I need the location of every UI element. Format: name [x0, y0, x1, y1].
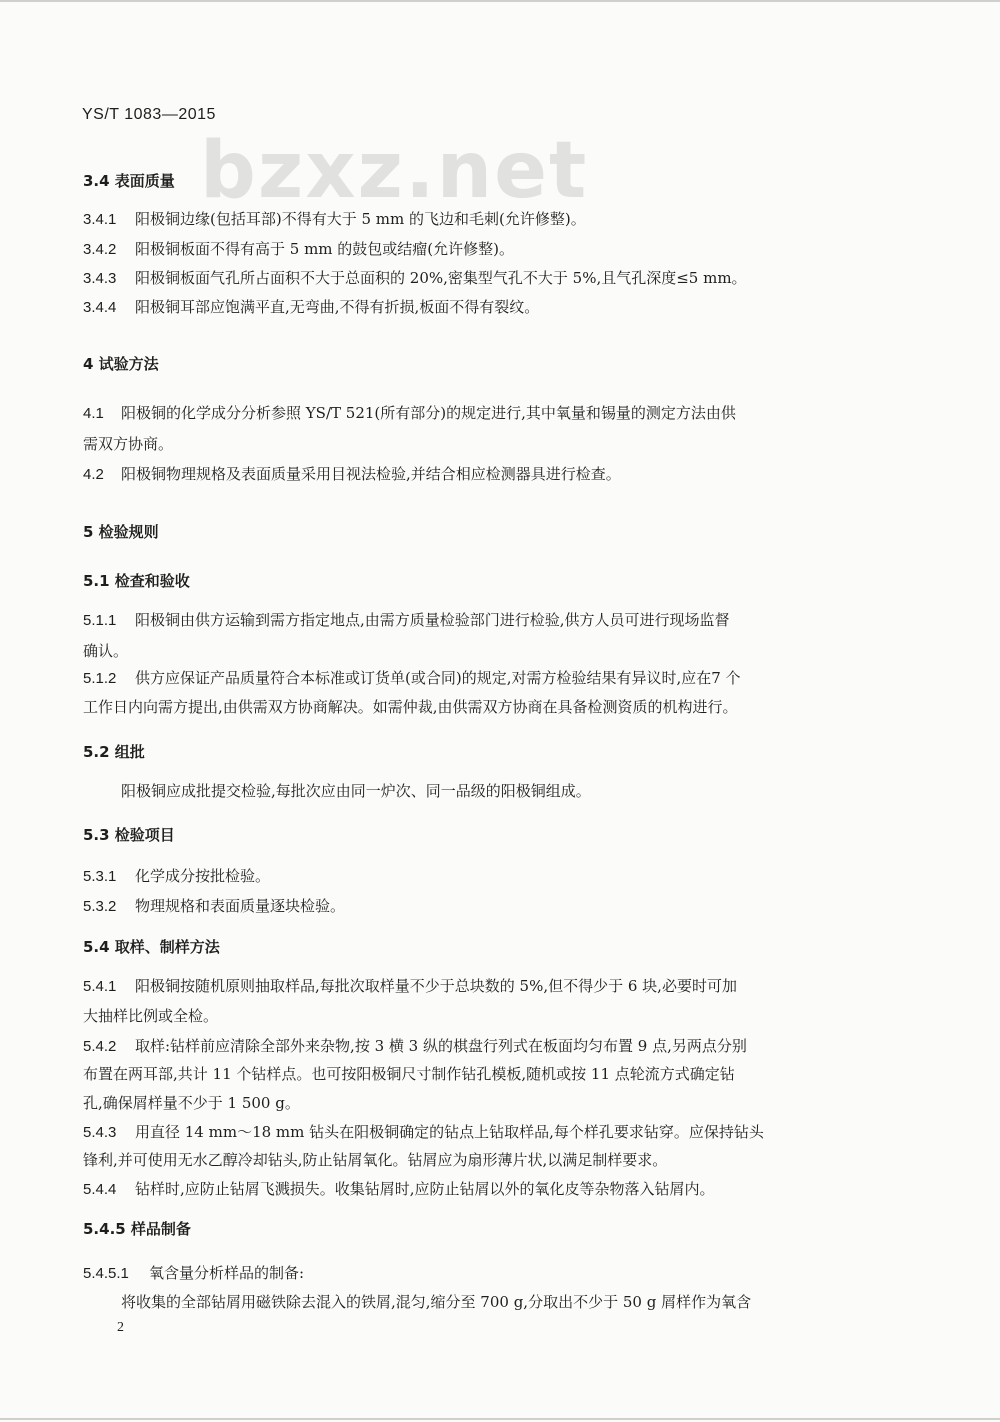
clause-text: 取样:钻样前应清除全部外来杂物,按 3 横 3 纵的棋盘行列式在板面均匀布置 9 点,另两点分别	[135, 1037, 747, 1055]
clause-3-4-4	[83, 300, 539, 315]
clause-number: 5.4.2	[83, 1038, 117, 1055]
section-5-title: 5 检验规则	[83, 523, 159, 541]
clause-number: 5.4.5.1	[83, 1265, 129, 1282]
clause-5-4-1-continued: 大抽样比例或全检。	[83, 1007, 219, 1025]
clause-5-4-2-continued: 孔,确保屑样量不少于 1 500 g。	[83, 1094, 300, 1112]
clause-number: 4.1	[83, 405, 104, 422]
clause-5-4-5-1	[83, 1266, 304, 1281]
clause-text: 用直径 14 mm～18 mm 钻头在阳极铜确定的钻点上钻取样品,每个样孔要求钻穿。应保持钻头	[135, 1123, 764, 1141]
clause-text: 阳极铜板面气孔所占面积不大于总面积的 20%,密集型气孔不大于 5%,且气孔深度≤5 mm。	[135, 269, 747, 287]
clause-number: 5.4.3	[83, 1124, 117, 1141]
clause-number: 3.4.2	[83, 241, 117, 258]
clause-4-2	[83, 467, 621, 482]
clause-text: 物理规格和表面质量逐块检验。	[135, 897, 346, 915]
clause-text: 阳极铜物理规格及表面质量采用目视法检验,并结合相应检测器具进行检查。	[121, 465, 621, 483]
clause-5-1-1-continued: 确认。	[83, 642, 129, 660]
clause-5-3-2	[83, 899, 345, 914]
scan-bottom-edge	[0, 1418, 1000, 1420]
clause-text: 氧含量分析样品的制备:	[149, 1264, 305, 1282]
clause-number: 5.4.1	[83, 978, 117, 995]
clause-5-1-2-continued: 工作日内向需方提出,由供需双方协商解决。如需仲裁,由供需双方协商在具备检测资质的机构进行。	[83, 698, 738, 716]
clause-text: 阳极铜板面不得有高于 5 mm 的鼓包或结瘤(允许修整)。	[135, 240, 515, 258]
clause-5-4-4	[83, 1182, 715, 1197]
clause-5-4-2	[83, 1039, 747, 1054]
clause-5-4-5-1-paragraph: 将收集的全部钻屑用磁铁除去混入的铁屑,混匀,缩分至 700 g,分取出不少于 50 g 屑样作为氧含	[121, 1293, 752, 1311]
clause-text: 阳极铜边缘(包括耳部)不得有大于 5 mm 的飞边和毛刺(允许修整)。	[135, 210, 586, 228]
clause-3-4-3	[83, 271, 747, 286]
section-5-1-title: 5.1 检查和验收	[83, 572, 190, 590]
clause-number: 5.3.2	[83, 898, 117, 915]
clause-text: 钻样时,应防止钻屑飞溅损失。收集钻屑时,应防止钻屑以外的氧化皮等杂物落入钻屑内。	[135, 1180, 715, 1198]
clause-5-4-3	[83, 1125, 764, 1140]
clause-number: 3.4.3	[83, 270, 117, 287]
clause-5-3-1	[83, 869, 270, 884]
section-5-2-text: 阳极铜应成批提交检验,每批次应由同一炉次、同一品级的阳极铜组成。	[121, 782, 591, 800]
clause-5-1-2	[83, 671, 741, 686]
section-5-4-title: 5.4 取样、制样方法	[83, 938, 220, 956]
section-5-3-title: 5.3 检验项目	[83, 826, 175, 844]
clause-number: 4.2	[83, 466, 104, 483]
clause-number: 3.4.1	[83, 211, 117, 228]
clause-number: 5.1.2	[83, 670, 117, 687]
scan-top-edge	[0, 0, 1000, 2]
clause-4-1	[83, 406, 736, 421]
page-number: 2	[117, 1320, 124, 1335]
section-3-4-title: 3.4 表面质量	[83, 172, 175, 190]
clause-5-4-1	[83, 979, 737, 994]
clause-number: 5.4.4	[83, 1181, 117, 1198]
standard-code-header: YS/T 1083—2015	[82, 106, 216, 123]
section-4-title: 4 试验方法	[83, 355, 159, 373]
clause-3-4-2	[83, 242, 514, 257]
clause-5-4-2-continued: 布置在两耳部,共计 11 个钻样点。也可按阳极铜尺寸制作钻孔模板,随机或按 11 点轮流方式确定钻	[83, 1065, 735, 1083]
clause-number: 5.3.1	[83, 868, 117, 885]
clause-5-4-3-continued: 锋利,并可使用无水乙醇冷却钻头,防止钻屑氧化。钻屑应为扇形薄片状,以满足制样要求。	[83, 1151, 668, 1169]
clause-4-1-continued: 需双方协商。	[83, 435, 174, 453]
clause-number: 5.1.1	[83, 612, 117, 629]
watermark: bzxz.net	[200, 126, 589, 216]
clause-text: 阳极铜按随机原则抽取样品,每批次取样量不少于总块数的 5%,但不得少于 6 块,必要时可加	[135, 977, 737, 995]
section-5-2-title: 5.2 组批	[83, 743, 145, 761]
clause-text: 供方应保证产品质量符合本标准或订货单(或合同)的规定,对需方检验结果有异议时,应在7 个	[135, 669, 741, 687]
clause-text: 阳极铜耳部应饱满平直,无弯曲,不得有折损,板面不得有裂纹。	[135, 298, 540, 316]
clause-text: 阳极铜的化学成分分析参照 YS/T 521(所有部分)的规定进行,其中氧量和锡量的测定方法由供	[121, 404, 736, 422]
clause-text: 化学成分按批检验。	[135, 867, 271, 885]
clause-text: 阳极铜由供方运输到需方指定地点,由需方质量检验部门进行检验,供方人员可进行现场监督	[135, 611, 730, 629]
clause-number: 3.4.4	[83, 299, 117, 316]
clause-5-1-1	[83, 613, 730, 628]
clause-3-4-1	[83, 212, 586, 227]
section-5-4-5-title: 5.4.5 样品制备	[83, 1220, 191, 1238]
